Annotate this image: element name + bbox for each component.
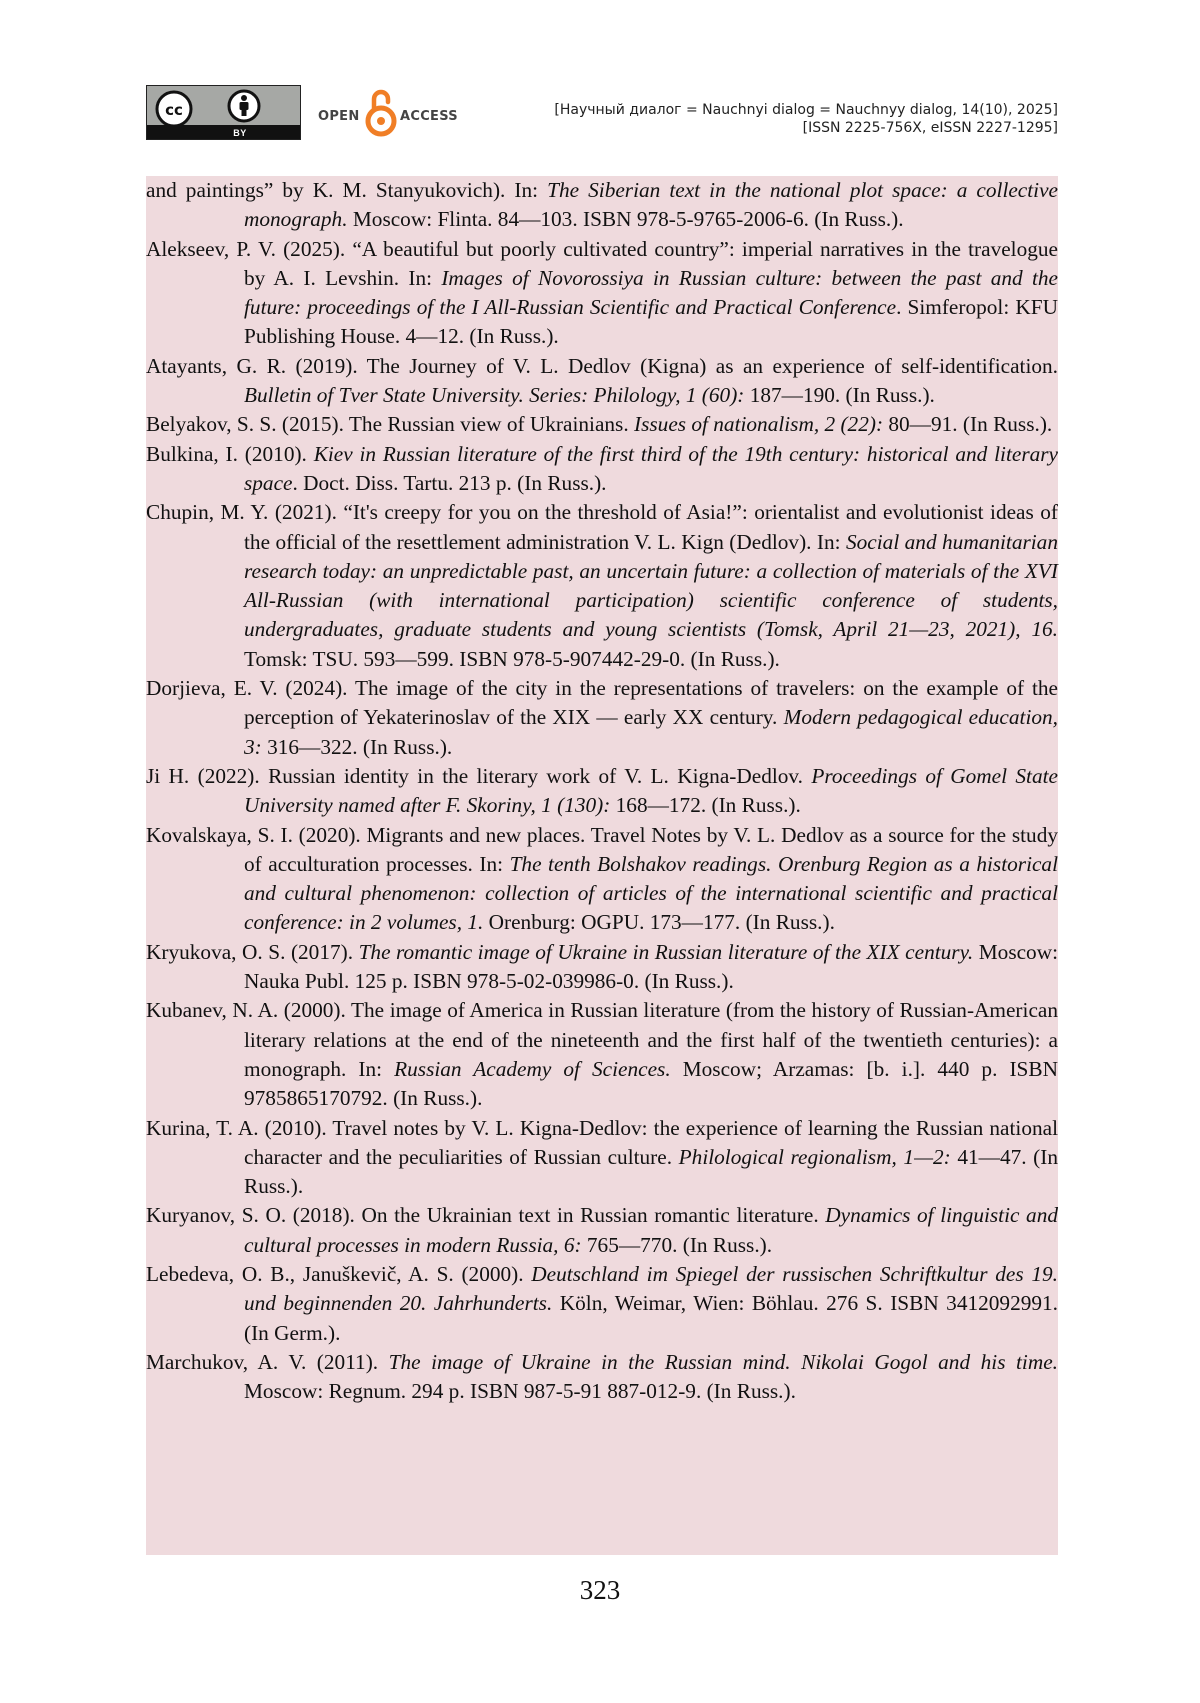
open-access-logo[interactable] <box>318 87 458 139</box>
page-header <box>146 85 1058 141</box>
open-lock-icon <box>365 87 397 139</box>
reference-entry: Kovalskaya, S. I. (2020). Migrants and new places. Travel Notes by V. L. Dedlov as a source for the study of acculturation processes. In: The tenth Bolshakov readings. Orenburg Region as a historical and cultural phenomenon: collection of articles of the international scientific and practical conference: in 2 volumes, 1. Orenburg: OGPU. 173—177. (In Russ.). <box>146 822 1058 935</box>
reference-entry: Lebedeva, O. B., Januškevič, A. S. (2000). Deutschland im Spiegel der russischen Schriftkultur des 19. und beginnenden 20. Jahrhunderts. Köln, Weimar, Wien: Böhlau. 276 S. ISBN 3412092991. (In Germ.). <box>146 1261 1058 1345</box>
reference-entry: Chupin, M. Y. (2021). “It's creepy for you on the threshold of Asia!”: orientalist and evolutionist ideas of the official of the resettlement administration V. L. Kign (Dedlov). In: Social and humanitarian research today: an unpredictable past, an uncertain future: a collection of materials of the XVI All-Russian (with international participation) scientific conference of students, undergraduates, graduate students and young scientists (Tomsk, April 21—23, 2021), 16. Tomsk: TSU. 593—599. ISBN 978-5-907442-29-0. (In Russ.). <box>146 500 1058 671</box>
reference-entry: Alekseev, P. V. (2025). “A beautiful but poorly cultivated country”: imperial narratives in the travelogue by A. I. Levshin. In: Images of Novorossiya in Russian culture: between the past and the future: proceedings of the I All-Russian Scientific and Practical Conference. Simferopol: KFU Publishing House. 4—12. (In Russ.). <box>146 236 1058 349</box>
open-access-open-label: OPEN <box>318 109 360 124</box>
reference-entry: Ji H. (2022). Russian identity in the literary work of V. L. Kigna-Dedlov. Proceedings of Gomel State University named after F. Skoriny, 1 (130): 168—172. (In Russ.). <box>146 763 1058 818</box>
cc-by-license-badge[interactable] <box>146 85 301 140</box>
page-number: 323 <box>579 1575 621 1605</box>
journal-title-line: [Научный диалог = Nauchnyi dialog = Nauchnyy dialog, 14(10), 2025] <box>554 102 1058 118</box>
reference-entry: Dorjieva, E. V. (2024). The image of the city in the representations of travelers: on the example of the perception of Yekaterinoslav of the XIX — early XX century. Modern pedagogical education, 3: 316—322. (In Russ.). <box>146 676 1058 759</box>
reference-entry: Belyakov, S. S. (2015). The Russian view of Ukrainians. Issues of nationalism, 2 (22): 80—91. (In Russ.). <box>146 412 1053 437</box>
references-list <box>146 176 1058 1555</box>
reference-entry: Kryukova, O. S. (2017). The romantic image of Ukraine in Russian literature of the XIX century. Moscow: Nauka Publ. 125 p. ISBN 978-5-02-039986-0. (In Russ.). <box>146 939 1059 994</box>
reference-entry: Kurina, T. A. (2010). Travel notes by V. L. Kigna-Dedlov: the experience of learning the Russian national character and the peculiarities of Russian culture. Philological regionalism, 1—2: 41—47. (In Russ.). <box>146 1115 1058 1199</box>
reference-entry: Kubanev, N. A. (2000). The image of America in Russian literature (from the history of Russian-American literary relations at the end of the nineteenth and the first half of the twentieth centuries): a monograph. In: Russian Academy of Sciences. Moscow; Arzamas: [b. i.]. 440 p. ISBN 9785865170792. (In Russ.). <box>146 998 1058 1111</box>
reference-entry: Marchukov, A. V. (2011). The image of Ukraine in the Russian mind. Nikolai Gogol and his time. Moscow: Regnum. 294 p. ISBN 987-5-91 887-012-9. (In Russ.). <box>146 1349 1058 1404</box>
reference-entry: and paintings” by K. M. Stanyukovich). In: The Siberian text in the national plot space: a collective monograph. Moscow: Flinta. 84—103. ISBN 978-5-9765-2006-6. (In Russ.). <box>146 178 1059 232</box>
journal-citation <box>554 101 1058 137</box>
open-access-access-label: ACCESS <box>400 109 458 124</box>
license-by-label: BY <box>233 128 247 138</box>
reference-entry: Atayants, G. R. (2019). The Journey of V. L. Dedlov (Kigna) as an experience of self-identification. Bulletin of Tver State University. Series: Philology, 1 (60): 187—190. (In Russ.). <box>146 353 1058 408</box>
journal-issn-line: [ISSN 2225-756X, eISSN 2227-1295] <box>802 120 1058 136</box>
attribution-person-icon <box>227 89 261 123</box>
creative-commons-icon <box>155 90 193 128</box>
reference-entry: Bulkina, I. (2010). Kiev in Russian literature of the first third of the 19th century: historical and literary space. Doct. Diss. Tartu. 213 p. (In Russ.). <box>146 441 1058 495</box>
reference-entry: Kuryanov, S. O. (2018). On the Ukrainian text in Russian romantic literature. Dynamics of linguistic and cultural processes in modern Russia, 6: 765—770. (In Russ.). <box>146 1203 1059 1257</box>
svg-text:cc: cc <box>165 101 183 119</box>
